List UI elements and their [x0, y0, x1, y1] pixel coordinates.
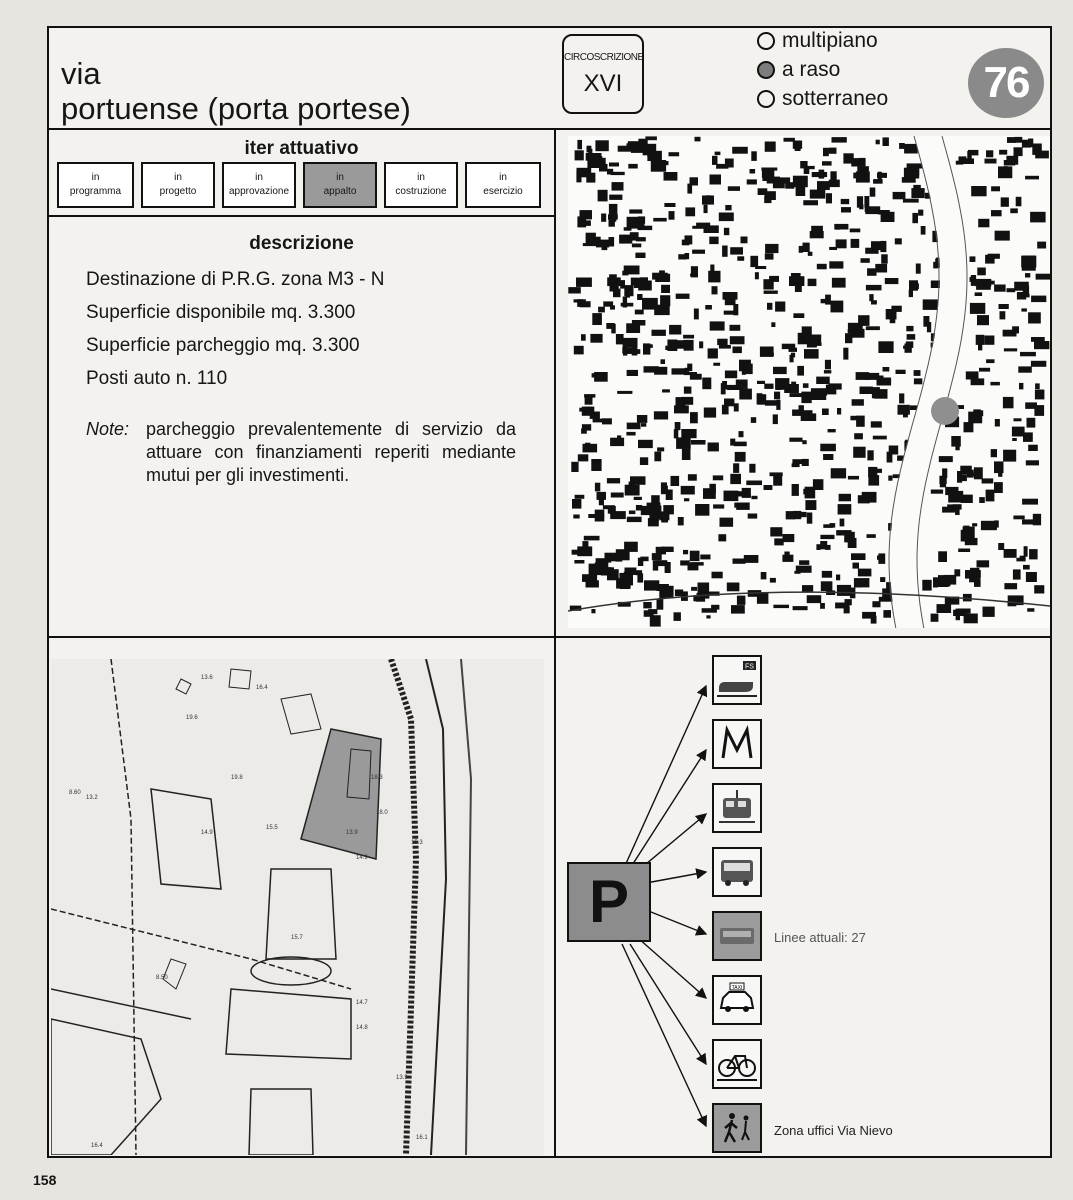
- radio-empty-icon: [757, 90, 775, 108]
- elevation-label: 15.3: [411, 840, 423, 846]
- option-sotterraneo: [757, 88, 888, 110]
- pedestrian-icon: [712, 1103, 762, 1153]
- page-number: 158: [33, 1172, 57, 1188]
- option-multipiano: [757, 30, 878, 52]
- parking-sheet: [47, 26, 1052, 1158]
- option-a-raso: [757, 59, 840, 81]
- parking-symbol: P: [567, 862, 651, 942]
- site-plan: [51, 659, 544, 1155]
- note-text: parcheggio prevalentemente di servizio da attuare con finanziamenti reperiti mediante mutui per gli investimenti.: [146, 419, 516, 485]
- stage-costruzione: [384, 162, 458, 208]
- elevation-label: 8.50: [156, 975, 168, 981]
- stage-line: in: [91, 172, 100, 183]
- divider: [49, 215, 554, 217]
- radio-filled-icon: [757, 61, 775, 79]
- option-label: multipiano: [782, 29, 878, 52]
- stage-line: in: [499, 172, 507, 183]
- stage-esercizio: [465, 162, 541, 208]
- description-title: descrizione: [249, 233, 354, 254]
- city-bus-icon: [712, 911, 762, 961]
- description-line: Posti auto n. 110: [86, 368, 228, 389]
- fs-text: FS: [745, 663, 754, 671]
- stage-line: in: [174, 172, 182, 183]
- elevation-label: 15.7: [291, 935, 303, 941]
- stage-line: in: [417, 172, 425, 183]
- stage-line: in: [336, 172, 344, 183]
- stage-appalto: [303, 162, 377, 208]
- stage-programma: [57, 162, 134, 208]
- title-line-2: portuense (porta portese): [61, 91, 411, 126]
- elevation-label: 14.8: [356, 1025, 368, 1031]
- tram-icon: [712, 783, 762, 833]
- elevation-label: 8.60: [69, 790, 81, 796]
- divider: [49, 636, 554, 638]
- metro-icon: [712, 719, 762, 769]
- elevation-label: 16.4: [91, 1143, 103, 1149]
- elevation-label: 16.4: [256, 685, 268, 691]
- taxi-text: TAXI: [731, 985, 743, 991]
- stage-line: approvazione: [228, 186, 290, 197]
- note-block: [86, 418, 516, 487]
- elevation-label: 13.2: [86, 795, 98, 801]
- stage-line: in: [255, 172, 263, 183]
- sheet-number-badge: 76: [968, 48, 1044, 118]
- divider: [49, 128, 1050, 130]
- stage-line: esercizio: [483, 186, 523, 197]
- elevation-label: 14.9: [201, 830, 213, 836]
- city-map: [568, 136, 1050, 628]
- stage-line: appalto: [323, 186, 357, 197]
- site-plan-drawing: [51, 659, 544, 1155]
- radio-empty-icon: [757, 32, 775, 50]
- description-line: Destinazione di P.R.G. zona M3 - N: [86, 269, 385, 290]
- stage-line: costruzione: [395, 186, 447, 197]
- title-line-1: via: [61, 56, 101, 91]
- note-label: Note:: [86, 419, 130, 439]
- city-map-drawing: [568, 136, 1050, 628]
- district-number: XVI: [583, 70, 623, 97]
- iter-title: iter attuativo: [244, 138, 359, 159]
- elevation-label: 14.9: [356, 855, 368, 861]
- elevation-label: 15.5: [266, 825, 278, 831]
- description-line: Superficie disponibile mq. 3.300: [86, 302, 356, 323]
- elevation-label: 13.9: [396, 1075, 408, 1081]
- elevation-label: 18.3: [371, 775, 383, 781]
- stage-line: progetto: [159, 186, 197, 197]
- elevation-label: 13.9: [346, 830, 358, 836]
- district-box: [562, 34, 644, 114]
- elevation-label: 16.1: [416, 1135, 428, 1141]
- elevation-label: 18.0: [376, 810, 388, 816]
- elevation-label: 13.6: [201, 675, 213, 681]
- taxi-icon: [712, 975, 762, 1025]
- stage-progetto: [141, 162, 215, 208]
- train-fs-icon: [712, 655, 762, 705]
- elevation-label: 19.8: [231, 775, 243, 781]
- description-line: Superficie parcheggio mq. 3.300: [86, 335, 360, 356]
- district-label: CIRCOSCRIZIONE: [564, 52, 644, 63]
- stage-approvazione: [222, 162, 296, 208]
- option-label: sotterraneo: [782, 87, 889, 110]
- stage-line: programma: [69, 186, 122, 197]
- pedestrian-zone-label: Zona uffici Via Nievo: [774, 1123, 893, 1138]
- bus-icon: [712, 847, 762, 897]
- elevation-label: 14.7: [356, 1000, 368, 1006]
- bicycle-icon: [712, 1039, 762, 1089]
- bus-lines-label: Linee attuali: 27: [774, 930, 866, 945]
- option-label: a raso: [782, 58, 841, 81]
- elevation-label: 19.6: [186, 715, 198, 721]
